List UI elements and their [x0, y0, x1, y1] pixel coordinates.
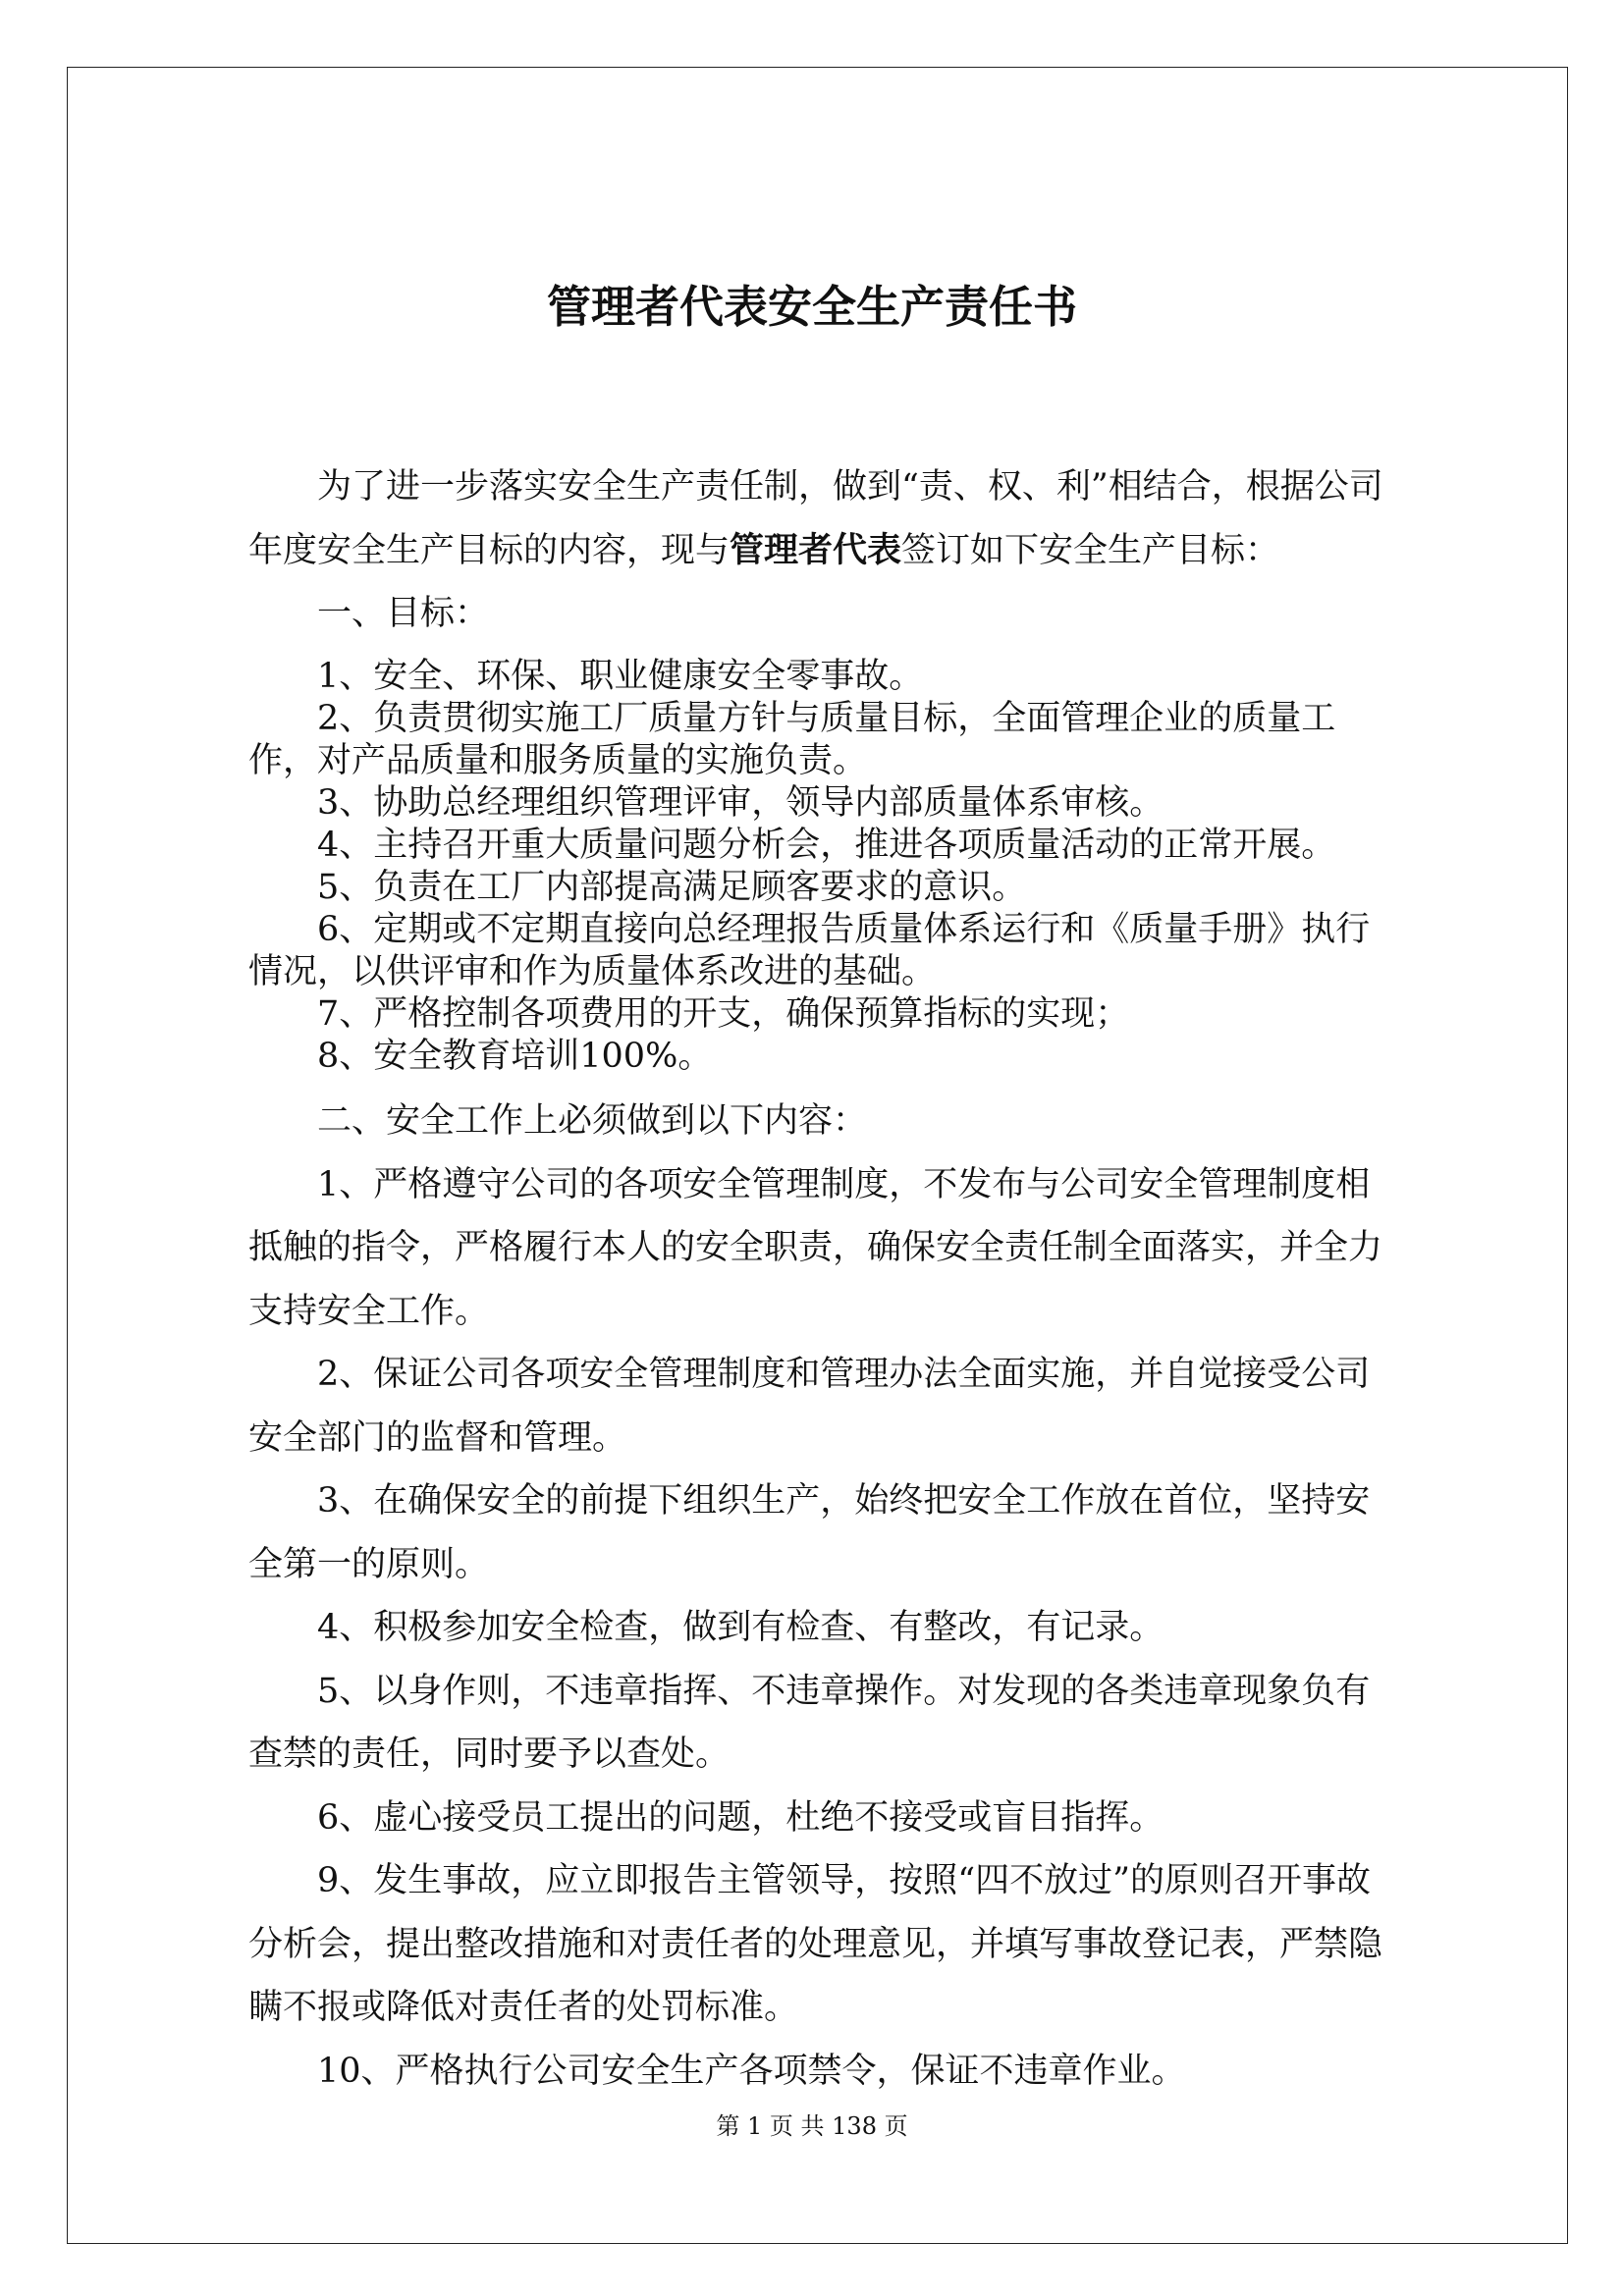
section1-heading: 一、目标：: [317, 594, 490, 633]
list-item: 3、在确保安全的前提下组织生产，始终把安全工作放在首位，坚持安全第一的原则。: [248, 1481, 1371, 1584]
list-item: 5、以身作则，不违章指挥、不违章操作。对发现的各类违章现象负有查禁的责任，同时要予以查处。: [248, 1671, 1371, 1774]
list-item: 2、负责贯彻实施工厂质量方针与质量目标，全面管理企业的质量工作，对产品质量和服务质量的实施负责。: [248, 699, 1336, 780]
document-title: 管理者代表安全生产责任书: [546, 281, 1077, 333]
list-item: 7、严格控制各项费用的开支，确保预算指标的实现；: [317, 994, 1130, 1034]
intro-text: 为了进一步落实安全生产责任制，做到“责、权、利”相结合，根据公司年度安全生产目标的内容，现与: [248, 467, 1383, 570]
list-item: 9、发生事故，应立即报告主管领导，按照“四不放过”的原则召开事故分析会，提出整改措施和对责任者的处理意见，并填写事故登记表，严禁隐瞒不报或降低对责任者的处罚标准。: [248, 1861, 1383, 2027]
list-item: 5、负责在工厂内部提高满足顾客要求的意识。: [317, 868, 1027, 907]
list-item: 3、协助总经理组织管理评审，领导内部质量体系审核。: [317, 783, 1164, 823]
intro-text-end: 签订如下安全生产目标：: [901, 530, 1280, 570]
list-item: 10、严格执行公司安全生产各项禁令，保证不违章作业。: [317, 2051, 1186, 2091]
intro-paragraph: [248, 455, 1384, 646]
section1-list: [248, 656, 1384, 1078]
list-item: 1、严格遵守公司的各项安全管理制度，不发布与公司安全管理制度相抵触的指令，严格履行本人的安全职责，确保安全责任制全面落实，并全力支持安全工作。: [248, 1164, 1383, 1331]
intro-bold-party: 管理者代表: [730, 529, 902, 570]
list-item: 2、保证公司各项安全管理制度和管理办法全面实施，并自觉接受公司安全部门的监督和管理。: [248, 1355, 1371, 1458]
list-item: 8、安全教育培训100%。: [317, 1037, 713, 1076]
page-number-footer: 第 1 页 共 138 页: [716, 2112, 908, 2140]
list-item: 4、主持召开重大质量问题分析会，推进各项质量活动的正常开展。: [317, 826, 1336, 865]
list-item: 6、虚心接受员工提出的问题，杜绝不接受或盲目指挥。: [317, 1797, 1164, 1838]
list-item: 6、定期或不定期直接向总经理报告质量体系运行和《质量手册》执行情况，以供评审和作为质量体系改进的基础。: [248, 910, 1371, 991]
section2: [248, 1090, 1384, 2103]
list-item: 4、积极参加安全检查，做到有检查、有整改，有记录。: [317, 1608, 1164, 1647]
section2-heading: 二、安全工作上必须做到以下内容：: [317, 1101, 868, 1141]
list-item: 1、安全、环保、职业健康安全零事故。: [317, 657, 924, 696]
